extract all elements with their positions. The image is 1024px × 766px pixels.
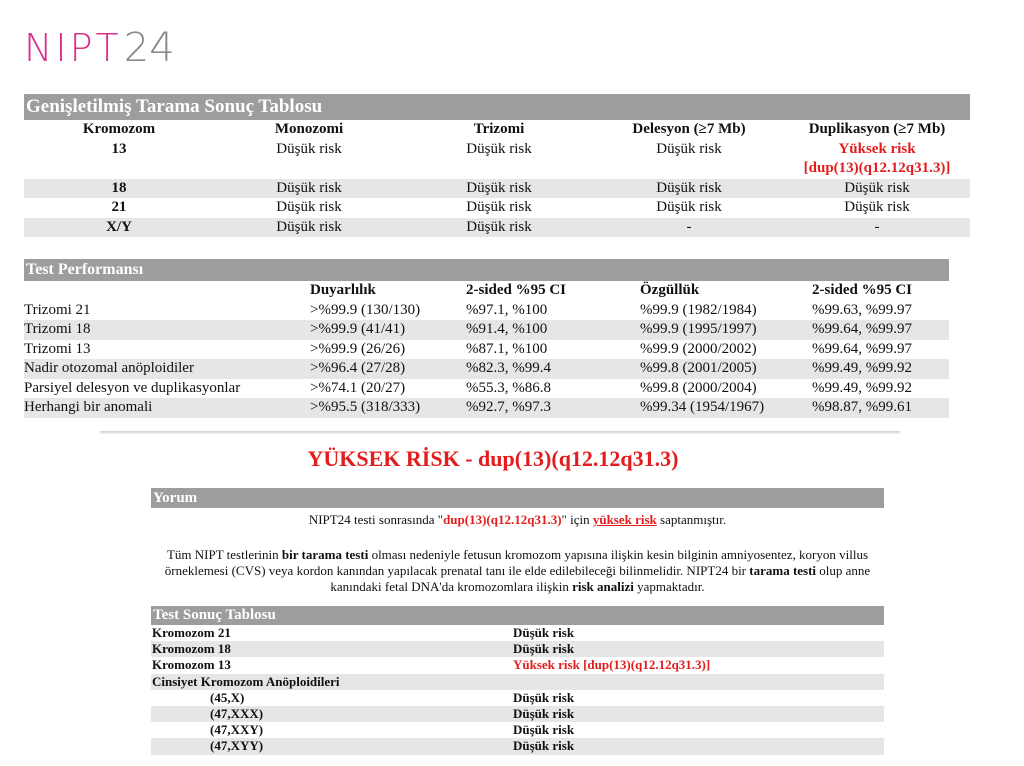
perf-row-specificity: %99.9 (2000/2002) [640, 340, 757, 357]
chrom-13-mono: Düşük risk [276, 140, 342, 157]
chrom-18-dup: Düşük risk [784, 179, 970, 199]
test-performance-section [24, 259, 949, 418]
col-header-kromozom: Kromozom [82, 121, 156, 137]
extended-screening-title-bar [24, 94, 970, 120]
chrom-13-del: Düşük risk [656, 140, 722, 157]
perf-row-ci-1: %82.3, %99.4 [466, 359, 640, 379]
test-performance-title-bar [24, 259, 949, 281]
nipt24-logo [24, 24, 175, 71]
perf-row-name: Trizomi 13 [24, 340, 91, 357]
perf-row-name: Trizomi 18 [24, 320, 310, 340]
chrom-21-dup: Düşük risk [844, 199, 910, 215]
test-performance-title: Test Performansı [26, 261, 144, 278]
col-header-monozomi: Monozomi [274, 121, 344, 137]
section-divider [100, 431, 900, 434]
perf-row-sensitivity: >%95.5 (318/333) [310, 398, 466, 418]
result-value: Düşük risk [513, 625, 575, 640]
result-label: Cinsiyet Kromozom Anöploidileri [151, 674, 512, 690]
result-label: (45,X) [210, 689, 245, 705]
perf-row-specificity: %99.8 (2000/2004) [640, 379, 757, 396]
perf-row-ci-1: %92.7, %97.3 [466, 398, 640, 418]
comment-text: NIPT24 testi sonrasında " [308, 512, 444, 527]
chrom-21: 21 [111, 199, 127, 215]
perf-row-name: Herhangi bir anomali [24, 398, 310, 418]
col-header-duplikasyon: Duplikasyon (≥7 Mb) [808, 121, 946, 137]
comment-section [151, 488, 884, 595]
chrom-18: 18 [24, 179, 214, 199]
result-label: (47,XYY) [151, 738, 512, 754]
logo-brand-letters: NIPT [24, 26, 122, 70]
perf-row-ci-2: %98.87, %99.61 [812, 398, 949, 418]
result-label: Kromozom 21 [152, 625, 231, 640]
perf-row-sensitivity: >%99.9 (26/26) [310, 340, 406, 357]
test-result-section [151, 606, 884, 755]
col-header-delesyon: Delesyon (≥7 Mb) [632, 121, 746, 137]
comment-text: saptanmıştır. [656, 512, 727, 527]
perf-row-name: Nadir otozomal anöploidiler [24, 359, 310, 379]
chrom-21-del: Düşük risk [656, 199, 722, 215]
result-value [512, 674, 884, 690]
chrom-13: 13 [111, 140, 127, 157]
logo-brand-number: 24 [123, 25, 175, 71]
result-label: Kromozom 13 [152, 657, 231, 673]
perf-row-ci-2: %99.64, %99.97 [812, 340, 912, 357]
chrom-21-mono: Düşük risk [276, 199, 342, 215]
perf-row-ci-2: %99.49, %99.92 [812, 359, 949, 379]
perf-row-ci-1: %91.4, %100 [466, 320, 640, 340]
result-value: Düşük risk [512, 706, 884, 722]
col-header-ozgulluk: Özgüllük [640, 282, 700, 298]
chrom-xy-dup: - [784, 218, 970, 238]
chrom-21-tri: Düşük risk [466, 199, 532, 215]
perf-row-specificity: %99.9 (1982/1984) [640, 301, 757, 318]
comment-risk-level: yüksek risk [592, 512, 657, 527]
high-risk-heading: YÜKSEK RİSK - dup(13)(q12.12q31.3) [307, 446, 679, 471]
perf-row-ci-1: %97.1, %100 [466, 301, 548, 318]
disclaimer-text: olup anne kanındaki fetal DNA'da kromozomlara ilişkin [330, 563, 871, 594]
comment-finding-paragraph [151, 512, 884, 528]
chrom-13-dup: Yüksek risk [838, 140, 916, 157]
comment-title-bar [151, 488, 884, 508]
chrom-18-mono: Düşük risk [214, 179, 404, 199]
test-performance-table [24, 281, 949, 418]
disclaimer-text: Tüm NIPT testlerinin [166, 547, 282, 562]
perf-row-ci-1: %55.3, %86.8 [466, 379, 551, 396]
test-result-title: Test Sonuç Tablosu [153, 607, 276, 623]
disclaimer-bold: bir tarama testi [281, 547, 369, 562]
result-value-high-risk: Yüksek risk [dup(13)(q12.12q31.3)] [513, 657, 711, 673]
result-label: (47,XXY) [210, 722, 264, 738]
disclaimer-text: yapmaktadır. [633, 579, 705, 594]
col-header-trizomi: Trizomi [473, 121, 525, 137]
result-value: Düşük risk [513, 722, 575, 738]
test-result-title-bar [151, 606, 884, 625]
result-value: Düşük risk [512, 738, 884, 754]
comment-finding: dup(13)(q12.12q31.3) [443, 512, 562, 527]
perf-row-ci-2: %99.49, %99.92 [812, 379, 912, 396]
comment-text: " için [561, 512, 593, 527]
result-label: (47,XXX) [151, 706, 512, 722]
extended-screening-section [24, 94, 970, 237]
disclaimer-text: olması nedeniyle fetusun kromozom yapısına ilişkin kesin bilginin amniyosentez, koryon villus örneklemesi (CVS) veya kordon kanından yapılacak prenatal tanı ile elde edilebileceği bilinmelidir. NIPT24 bir [164, 547, 869, 578]
chrom-xy: X/Y [24, 218, 214, 238]
col-header-duyarlilik: Duyarlılık [310, 282, 376, 298]
chrom-xy-mono: Düşük risk [214, 218, 404, 238]
col-header-ci-1: 2-sided %95 CI [466, 282, 567, 298]
perf-row-ci-1: %87.1, %100 [466, 340, 548, 357]
result-value: Düşük risk [513, 689, 575, 705]
chrom-xy-del: - [594, 218, 784, 238]
perf-row-specificity: %99.9 (1995/1997) [640, 320, 812, 340]
perf-row-name: Trizomi 21 [24, 301, 91, 318]
extended-screening-table [24, 120, 970, 237]
result-value: Düşük risk [512, 641, 884, 657]
perf-row-ci-2: %99.63, %99.97 [812, 301, 912, 318]
perf-row-specificity: %99.34 (1954/1967) [640, 398, 812, 418]
chrom-xy-tri: Düşük risk [404, 218, 594, 238]
comment-disclaimer-paragraph [151, 547, 884, 595]
comment-title: Yorum [153, 490, 198, 506]
result-label: Kromozom 18 [151, 641, 512, 657]
extended-screening-title: Genişletilmiş Tarama Sonuç Tablosu [26, 96, 323, 117]
perf-row-sensitivity: >%99.9 (130/130) [310, 301, 421, 318]
disclaimer-bold: tarama testi [749, 563, 817, 578]
test-result-table [151, 625, 884, 755]
perf-row-specificity: %99.8 (2001/2005) [640, 359, 812, 379]
chrom-18-tri: Düşük risk [404, 179, 594, 199]
perf-row-name: Parsiyel delesyon ve duplikasyonlar [24, 379, 241, 396]
perf-row-sensitivity: >%74.1 (20/27) [310, 379, 406, 396]
chrom-18-del: Düşük risk [594, 179, 784, 199]
chrom-13-dup-detail: [dup(13)(q12.12q31.3)] [803, 160, 951, 176]
perf-row-sensitivity: >%96.4 (27/28) [310, 359, 466, 379]
chrom-13-tri: Düşük risk [466, 140, 532, 157]
col-header-ci-2: 2-sided %95 CI [812, 282, 913, 298]
perf-row-sensitivity: >%99.9 (41/41) [310, 320, 466, 340]
disclaimer-bold: risk analizi [572, 579, 634, 594]
perf-row-ci-2: %99.64, %99.97 [812, 320, 949, 340]
